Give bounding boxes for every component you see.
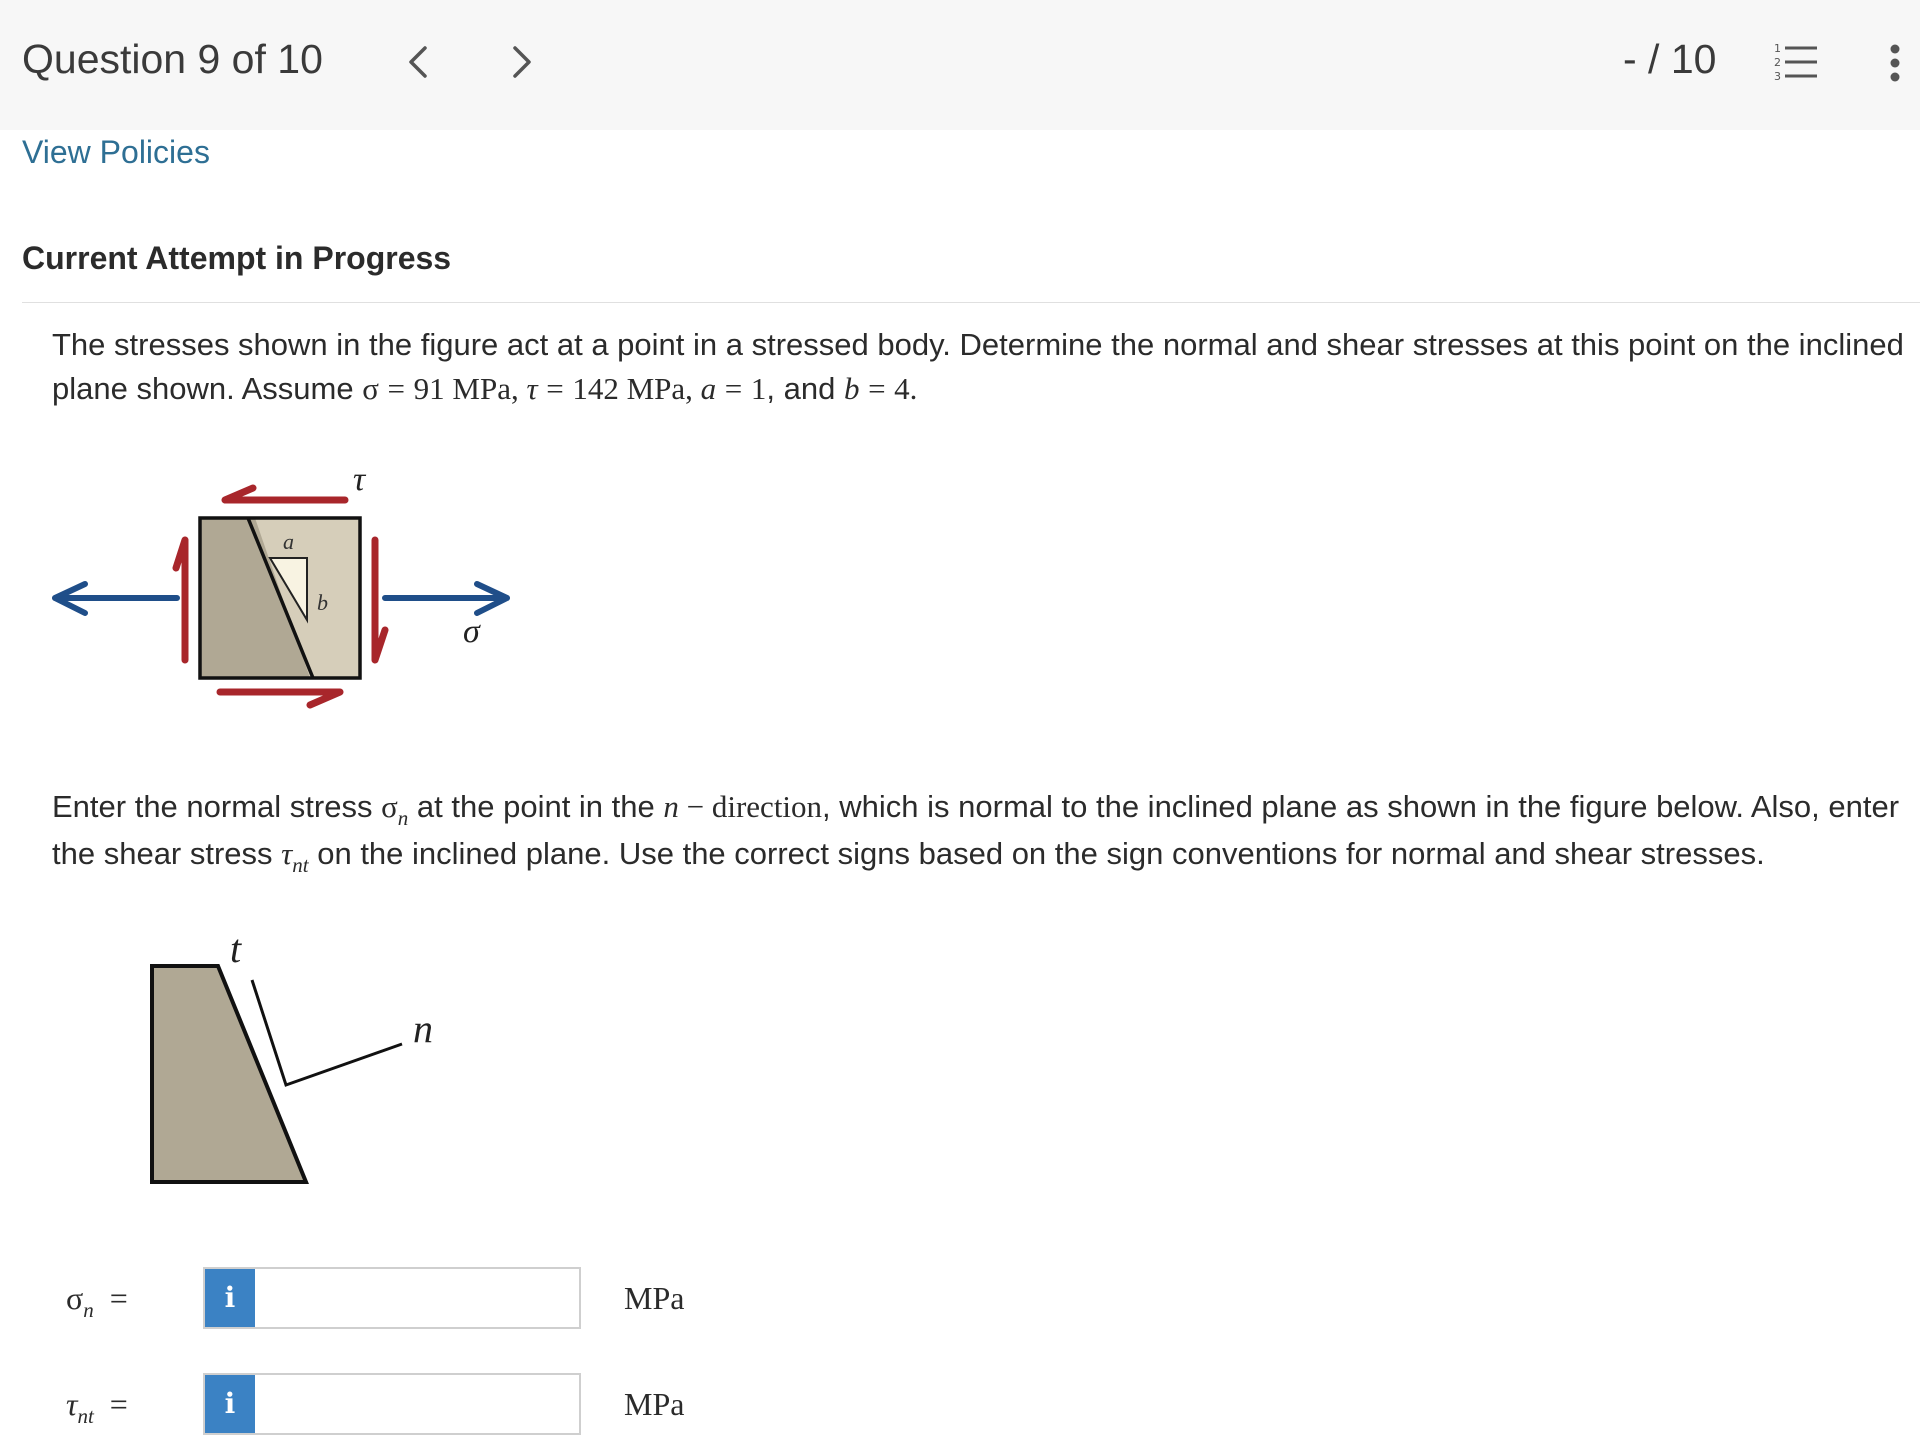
t-axis-label: t bbox=[230, 926, 242, 971]
more-vertical-icon bbox=[1882, 40, 1908, 86]
and-text: , and bbox=[766, 371, 844, 406]
view-policies-link[interactable]: View Policies bbox=[22, 134, 210, 170]
tau-value: 142 MPa bbox=[572, 371, 686, 406]
stress-element-figure bbox=[45, 460, 525, 720]
equals: = bbox=[387, 371, 406, 406]
instruction-part1: Enter the normal stress bbox=[52, 789, 382, 824]
score-display: - / 10 bbox=[1623, 36, 1717, 82]
sigma-n-subscript: n bbox=[397, 806, 409, 830]
period: . bbox=[909, 371, 918, 406]
chevron-left-icon bbox=[403, 40, 433, 84]
sigma-n-info-button[interactable]: i bbox=[205, 1269, 255, 1327]
problem-statement bbox=[52, 323, 1907, 411]
svg-text:1: 1 bbox=[1774, 42, 1781, 55]
equals: = bbox=[724, 371, 743, 406]
label-equals: = bbox=[109, 1280, 128, 1316]
sigma-n-answer-label bbox=[66, 1280, 128, 1322]
sigma-n-input[interactable] bbox=[255, 1269, 579, 1327]
comma: , bbox=[685, 371, 701, 406]
label-subscript: nt bbox=[77, 1404, 94, 1428]
a-symbol: a bbox=[700, 371, 717, 406]
question-list-button[interactable] bbox=[1773, 40, 1819, 86]
instruction-part4: on the inclined plane. Use the correct signs based on the sign conventions for normal and shear stresses. bbox=[308, 836, 1765, 871]
svg-text:2: 2 bbox=[1774, 56, 1781, 69]
tau-nt-answer-field bbox=[203, 1373, 581, 1435]
tau-nt-unit: MPa bbox=[624, 1386, 685, 1422]
b-label: b bbox=[317, 590, 328, 615]
divider bbox=[22, 302, 1920, 303]
instruction-text bbox=[52, 785, 1907, 879]
a-label: a bbox=[283, 529, 294, 554]
next-question-button[interactable] bbox=[507, 40, 537, 84]
inclined-plane-figure bbox=[140, 920, 480, 1190]
sigma-n-symbol: σ bbox=[381, 789, 398, 824]
header-bar bbox=[0, 0, 1920, 130]
tau-nt-input[interactable] bbox=[255, 1375, 579, 1433]
sigma-symbol: σ bbox=[362, 371, 379, 406]
tau-nt-answer-label bbox=[66, 1386, 128, 1428]
more-options-button[interactable] bbox=[1882, 40, 1908, 86]
b-symbol: b bbox=[843, 371, 860, 406]
problem-text: The stresses shown in the figure act at a point in a stressed body. Determine the normal and shear stresses at this point on the inclined plane shown. Assume bbox=[52, 327, 1904, 406]
n-t-axes bbox=[252, 980, 402, 1085]
n-direction-symbol: n bbox=[663, 789, 679, 824]
sigma-n-unit: MPa bbox=[624, 1280, 685, 1316]
sigma-value: 91 MPa bbox=[413, 371, 511, 406]
prev-question-button[interactable] bbox=[403, 40, 433, 84]
attempt-status-heading: Current Attempt in Progress bbox=[22, 240, 452, 276]
label-subscript: n bbox=[83, 1298, 94, 1322]
numbered-list-icon bbox=[1773, 40, 1819, 86]
label-equals: = bbox=[109, 1386, 128, 1422]
tau-nt-info-button[interactable]: i bbox=[205, 1375, 255, 1433]
label-base: σ bbox=[66, 1280, 84, 1316]
sigma-n-answer-field bbox=[203, 1267, 581, 1329]
comma: , bbox=[510, 371, 527, 406]
chevron-right-icon bbox=[507, 40, 537, 84]
direction-text: − direction bbox=[678, 789, 823, 824]
instruction-part2: at the point in the bbox=[408, 789, 664, 824]
svg-text:3: 3 bbox=[1774, 70, 1781, 83]
question-progress: Question 9 of 10 bbox=[22, 36, 323, 82]
n-axis-label: n bbox=[413, 1006, 433, 1051]
equals: = bbox=[868, 371, 886, 406]
instruction-part3: , which is normal to the inclined plane as shown in the figure below. Also, enter the shear stress bbox=[52, 789, 1900, 871]
sigma-label: σ bbox=[463, 613, 480, 650]
a-value: 1 bbox=[750, 371, 767, 406]
b-value: 4 bbox=[894, 371, 910, 406]
tau-nt-symbol: τ bbox=[281, 836, 293, 871]
tau-label: τ bbox=[353, 461, 366, 498]
tau-nt-subscript: nt bbox=[292, 853, 309, 877]
equals: = bbox=[546, 371, 564, 406]
label-base: τ bbox=[66, 1386, 78, 1422]
tau-symbol: τ bbox=[526, 371, 538, 406]
